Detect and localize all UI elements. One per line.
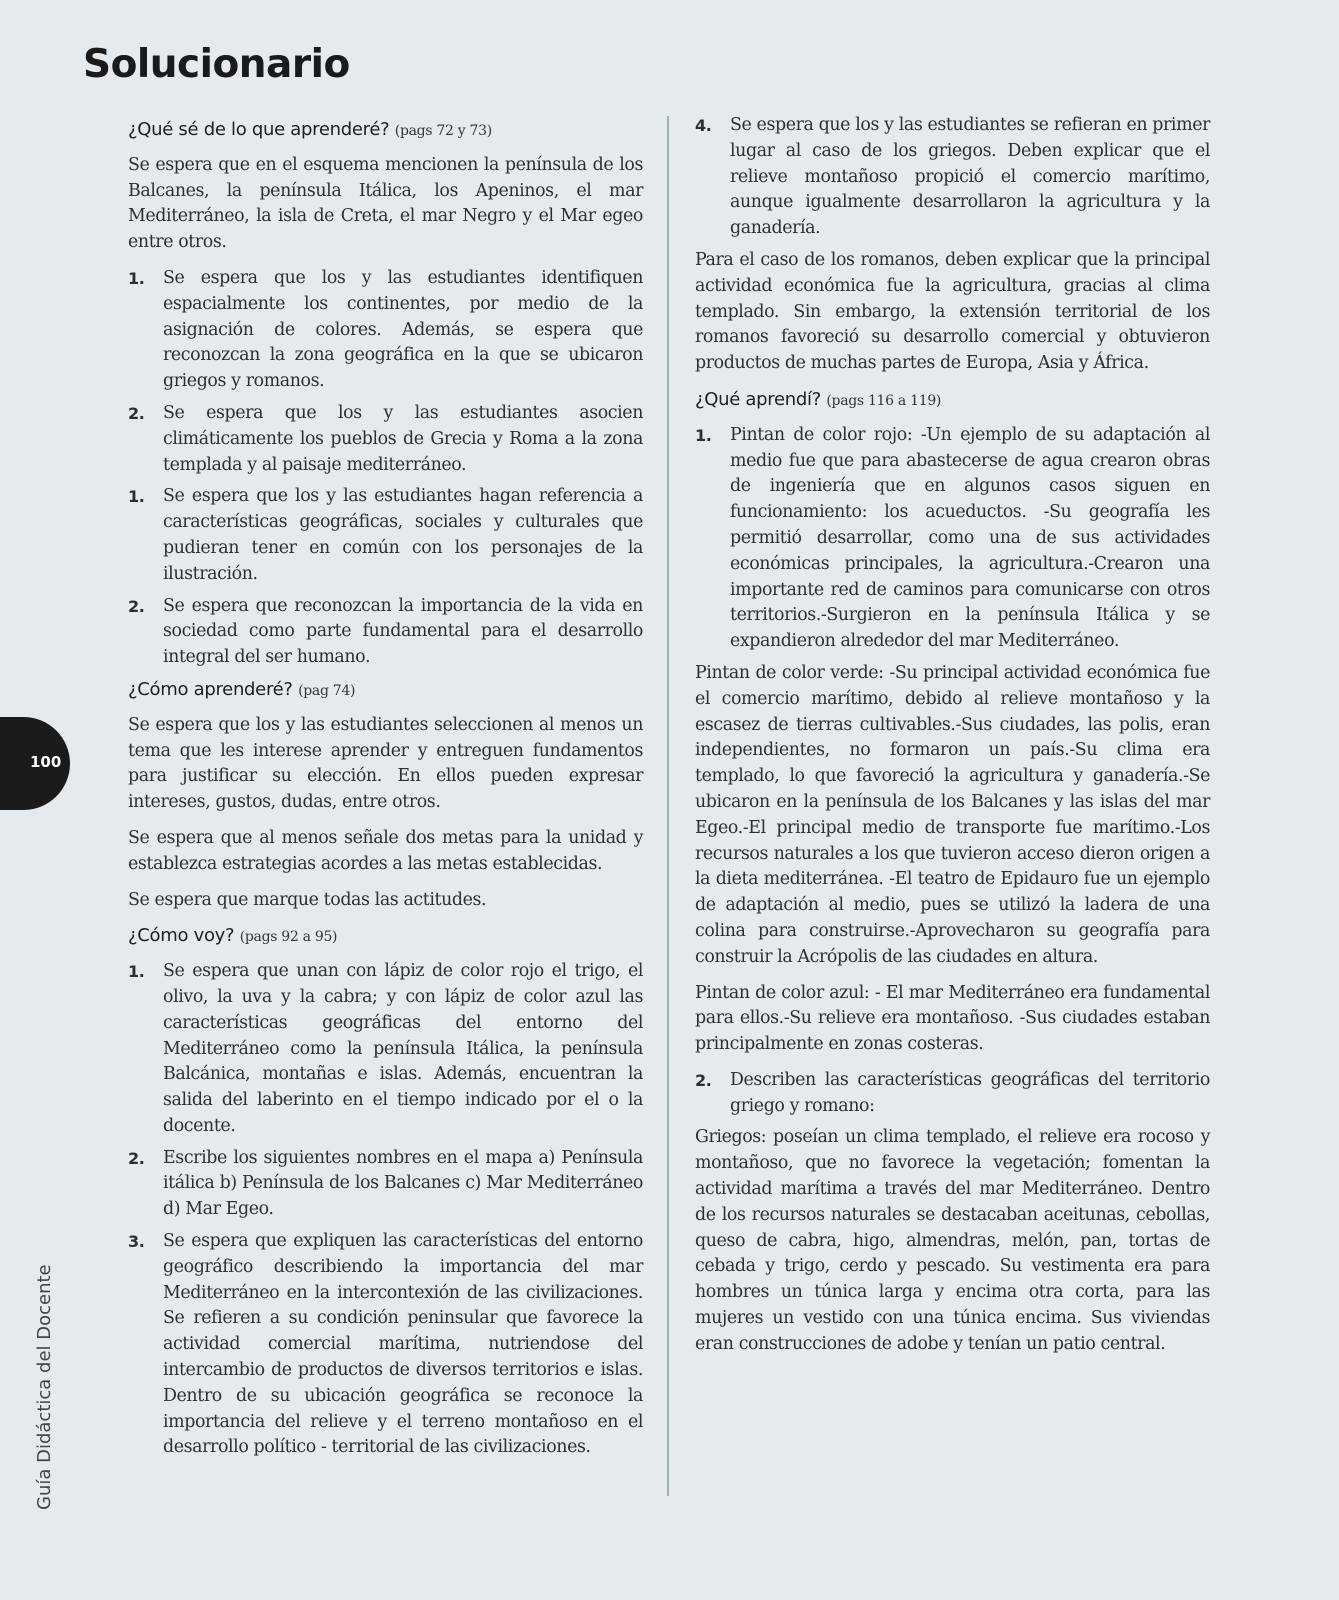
answer-list xyxy=(695,1068,1210,1120)
item-text: Se espera que expliquen las características del entorno geográfico describiendo la importancia del mar Mediterráneo en la intercontexión de las civilizaciones. Se refieren a su condición peninsular que favorece la actividad comercial marítima, nutriendose del intercambio de productos de diversos territorios e islas. Dentro de su ubicación geográfica se reconoce la importancia del relieve y el terreno montañoso en el desarrollo político - territorial de las civilizaciones. xyxy=(163,1231,643,1458)
section-pages: (pags 92 a 95) xyxy=(239,929,338,946)
item-number: 2. xyxy=(128,403,145,423)
item-number: 2. xyxy=(128,1148,145,1168)
answer-list xyxy=(695,113,1210,242)
item-number: 1. xyxy=(128,487,145,507)
page-number: 100 xyxy=(30,753,62,771)
left-column xyxy=(128,113,643,1467)
list-item xyxy=(128,1229,643,1461)
answer-list xyxy=(128,959,643,1461)
item-text: Se espera que los y las estudiantes asocien climáticamente los pueblos de Grecia y Roma a la zona templada y al paisaje mediterráneo. xyxy=(163,402,643,475)
list-item xyxy=(695,113,1210,242)
item-number: 1. xyxy=(128,268,145,288)
section-title: ¿Cómo aprenderé? xyxy=(128,678,293,700)
section-title: ¿Qué aprendí? xyxy=(695,388,821,410)
paragraph: Se espera que al menos señale dos metas para la unidad y establezca estrategias acordes a las metas establecidas. xyxy=(128,827,643,874)
page-title: Solucionario xyxy=(83,42,350,87)
item-number: 4. xyxy=(695,116,712,135)
list-item xyxy=(128,594,643,671)
section-pages: (pag 74) xyxy=(298,682,356,699)
section-heading xyxy=(128,923,643,951)
item-text: Se espera que reconozcan la importancia de la vida en sociedad como parte fundamental para el desarrollo integral del ser humano. xyxy=(163,595,643,668)
section-title: ¿Cómo voy? xyxy=(128,925,235,947)
column-divider xyxy=(667,116,669,1496)
answer-list xyxy=(695,423,1210,655)
item-text: Se espera que los y las estudiantes identifiquen espacialmente los continentes, por medio de la asignación de colores. Además, se espera que reconozcan la zona geográfica en la que se ubicaron griegos y romanos. xyxy=(163,267,643,392)
answer-list xyxy=(128,266,643,671)
item-number: 2. xyxy=(695,1070,712,1090)
section-pages: (pags 72 y 73) xyxy=(394,123,492,139)
item-text: Describen las características geográficas del territorio griego y romano: xyxy=(730,1069,1210,1116)
list-item xyxy=(128,401,643,478)
section-heading xyxy=(128,677,643,705)
item-text: Pintan de color rojo: -Un ejemplo de su adaptación al medio fue que para abastecerse de agua crearon obras de ingeniería que en algunos casos siguen en funcionamiento: los acueductos. -Su geografía les permitió desarrollar, como una de sus actividades económicas principales, la agricultura.-Crearon una importante red de caminos para comunicarse con otros territorios.-Surgieron en la península Itálica y se expandieron alrededor del mar Mediterráneo. xyxy=(730,424,1210,652)
section-heading xyxy=(128,117,643,145)
sub-paragraph: Pintan de color verde: -Su principal actividad económica fue el comercio marítimo, debido al relieve montañoso y la escasez de tierras cultivables.-Sus ciudades, las polis, eran independientes, no formaron un país.-Su clima era templado, lo que favoreció la agricultura y ganadería.-Se ubicaron en la península de los Balcanes y las islas del mar Egeo.-El principal medio de transporte fue marítimo.-Los recursos naturales a los que tuvieron acceso dieron origen a la dieta mediterránea. -El teatro de Epidauro fue un ejemplo de adaptación al medio, pues se utilizó la ladera de una colina para construirse.-Aprovecharon su geografía para construir la Acrópolis de las ciudades en altura. xyxy=(695,662,1210,967)
sub-paragraph: Pintan de color azul: - El mar Mediterráneo era fundamental para ellos.-Su relieve era montañoso. -Sus ciudades estaban principalmente en zonas costeras. xyxy=(695,982,1210,1055)
section-heading xyxy=(695,387,1210,415)
list-item xyxy=(128,959,643,1140)
item-text: Se espera que los y las estudiantes se refieran en primer lugar al caso de los griegos. Deben explicar que el relieve montañoso propició el comercio marítimo, aunque igualmente desarrollaron la agricultura y la ganadería. xyxy=(730,115,1210,239)
section-pages: (pags 116 a 119) xyxy=(826,392,942,409)
item-number: 1. xyxy=(128,962,145,982)
item-text: Se espera que los y las estudiantes hagan referencia a características geográficas, sociales y culturales que pudieran tener en común con los personajes de la ilustración. xyxy=(163,486,643,584)
item-text: Escribe los siguientes nombres en el mapa a) Península itálica b) Península de los Balcanes c) Mar Mediterráneo d) Mar Egeo. xyxy=(163,1147,643,1220)
footer-label: Guía Didáctica del Docente xyxy=(34,1264,55,1510)
paragraph: Se espera que marque todas las actitudes. xyxy=(128,889,487,910)
page-number-tab xyxy=(0,717,70,810)
list-item xyxy=(695,423,1210,655)
paragraph: Se espera que en el esquema mencionen la península de los Balcanes, la península Itálica, los Apeninos, el mar Mediterráneo, la isla de Creta, el mar Negro y el Mar egeo entre otros. xyxy=(128,154,643,253)
list-item xyxy=(128,266,643,395)
item-number: 3. xyxy=(128,1232,145,1252)
list-item xyxy=(128,484,643,587)
right-column xyxy=(695,113,1210,1368)
paragraph: Se espera que los y las estudiantes seleccionen al menos un tema que les interese aprender y entreguen fundamentos para justificar su elección. En ellos pueden expresar intereses, gustos, dudas, entre otros. xyxy=(128,714,643,813)
list-item xyxy=(128,1146,643,1223)
section-title: ¿Qué sé de lo que aprenderé? xyxy=(128,119,390,140)
item-number: 2. xyxy=(128,596,145,616)
sub-paragraph: Griegos: poseían un clima templado, el relieve era rocoso y montañoso, que no favorece la vegetación; fomentan la actividad marítima a través del mar Mediterráneo. Dentro de los recursos naturales se destacaban aceitunas, cebollas, queso de cabra, higo, almendras, melón, pan, tortas de cebada y trigo, cerdo y pescado. Su vestimenta era para hombres un túnica larga y encima otra corta, para las mujeres un vestido con una túnica encima. Sus viviendas eran construcciones de adobe y tenían un patio central. xyxy=(695,1127,1210,1354)
list-item xyxy=(695,1068,1210,1120)
item-text: Se espera que unan con lápiz de color rojo el trigo, el olivo, la uva y la cabra; y con lápiz de color azul las características geográficas del entorno del Mediterráneo como la península Itálica, la península Balcánica, montañas e islas. Además, encuentran la salida del laberinto en el tiempo indicado por el o la docente. xyxy=(163,961,643,1136)
item-number: 1. xyxy=(695,425,712,445)
paragraph: Para el caso de los romanos, deben explicar que la principal actividad económica fue la agricultura, gracias al clima templado. Sin embargo, la extensión territorial de los romanos favoreció su desarrollo comercial y obtuvieron productos de muchas partes de Europa, Asia y África. xyxy=(695,249,1210,374)
